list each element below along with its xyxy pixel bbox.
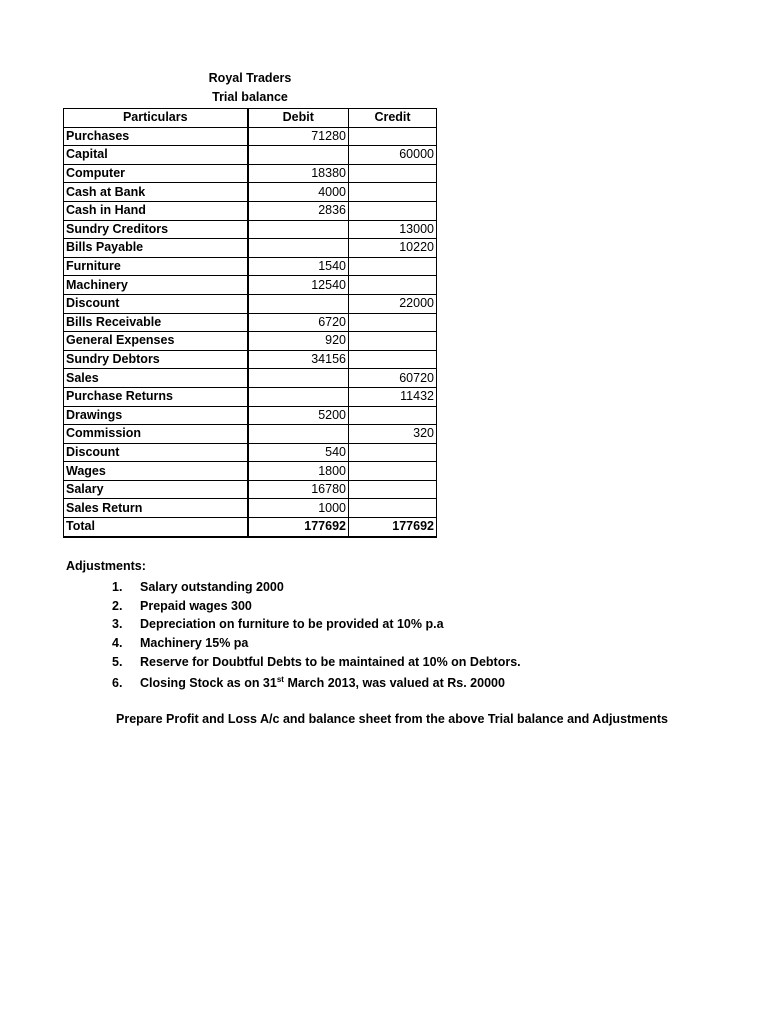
cell-particular: Bills Payable: [64, 239, 248, 258]
table-row: [64, 387, 437, 406]
table-row: [64, 332, 437, 351]
table-row: [64, 462, 437, 481]
table-row: [64, 313, 437, 332]
adjustment-number: 5.: [112, 654, 123, 669]
cell-debit: 920: [248, 332, 349, 351]
cell-credit: [349, 350, 437, 369]
cell-particular: Sales Return: [64, 499, 248, 518]
task-instruction: Prepare Profit and Loss A/c and balance sheet from the above Trial balance and Adjustments: [116, 712, 669, 726]
adjustment-text-before: Closing Stock as on 31: [140, 676, 277, 691]
cell-particular: Machinery: [64, 276, 248, 295]
cell-debit: 4000: [248, 183, 349, 202]
cell-credit: [349, 480, 437, 499]
cell-credit: 60720: [349, 369, 437, 388]
document-subtitle: Trial balance: [212, 90, 288, 104]
company-title: Royal Traders: [208, 71, 292, 85]
cell-credit: 320: [349, 425, 437, 444]
adjustment-item: [112, 615, 521, 634]
cell-credit: [349, 332, 437, 351]
cell-particular: Sales: [64, 369, 248, 388]
cell-debit: [248, 239, 349, 258]
cell-particular: Bills Receivable: [64, 313, 248, 332]
cell-credit: [349, 257, 437, 276]
column-header-credit: Credit: [349, 109, 437, 128]
cell-particular: Drawings: [64, 406, 248, 425]
cell-particular: Computer: [64, 164, 248, 183]
cell-particular: Commission: [64, 425, 248, 444]
table-row: [64, 369, 437, 388]
adjustment-superscript: st: [276, 675, 284, 685]
cell-debit: 5200: [248, 406, 349, 425]
table-header-row: [64, 109, 437, 128]
table-row: [64, 146, 437, 165]
adjustment-number: 3.: [112, 617, 123, 632]
adjustment-text: Prepaid wages 300: [140, 598, 252, 613]
cell-credit: 10220: [349, 239, 437, 258]
adjustment-number: 1.: [112, 580, 123, 594]
table-total-row: [64, 518, 437, 537]
adjustment-item: [112, 578, 521, 597]
cell-debit: 18380: [248, 164, 349, 183]
adjustment-number: 2.: [112, 598, 123, 613]
adjustment-text: Depreciation on furniture to be provided at 10% p.a: [140, 617, 444, 632]
table-row: [64, 220, 437, 239]
cell-particular: Purchase Returns: [64, 387, 248, 406]
adjustment-item: [112, 653, 521, 672]
cell-debit: 16780: [248, 480, 349, 499]
cell-credit: 60000: [349, 146, 437, 165]
cell-debit: 71280: [248, 127, 349, 146]
table-row: [64, 239, 437, 258]
adjustment-number: 6.: [112, 676, 123, 691]
table-row: [64, 443, 437, 462]
table-row: [64, 406, 437, 425]
table-row: [64, 480, 437, 499]
cell-credit: [349, 164, 437, 183]
adjustment-item: [112, 674, 521, 693]
cell-particular: Discount: [64, 294, 248, 313]
cell-particular: Sundry Creditors: [64, 220, 248, 239]
cell-particular: Purchases: [64, 127, 248, 146]
cell-particular: Cash at Bank: [64, 183, 248, 202]
cell-credit: [349, 499, 437, 518]
adjustment-text: Machinery 15% pa: [140, 636, 249, 651]
cell-debit: 12540: [248, 276, 349, 295]
cell-credit: [349, 201, 437, 220]
column-header-particulars: Particulars: [64, 109, 248, 128]
table-row: [64, 294, 437, 313]
cell-debit: 6720: [248, 313, 349, 332]
cell-debit: [248, 425, 349, 444]
table-row: [64, 425, 437, 444]
adjustment-item: [112, 597, 521, 616]
cell-credit: [349, 183, 437, 202]
cell-credit: [349, 462, 437, 481]
table-row: [64, 350, 437, 369]
adjustments-list: [112, 578, 521, 693]
cell-debit: [248, 294, 349, 313]
table-body: [64, 127, 437, 537]
cell-particular: Cash in Hand: [64, 201, 248, 220]
adjustment-text-after: March 2013, was valued at Rs. 20000: [283, 676, 505, 691]
table-row: [64, 183, 437, 202]
cell-debit: 2836: [248, 201, 349, 220]
cell-particular: General Expenses: [64, 332, 248, 351]
cell-debit: 1540: [248, 257, 349, 276]
table-row: [64, 127, 437, 146]
table-row: [64, 257, 437, 276]
cell-credit: [349, 406, 437, 425]
trial-balance-table: [63, 108, 437, 538]
cell-credit: 11432: [349, 387, 437, 406]
table-row: [64, 499, 437, 518]
cell-particular: Capital: [64, 146, 248, 165]
adjustment-text: Salary outstanding 2000: [140, 580, 284, 594]
table-row: [64, 276, 437, 295]
cell-particular: Furniture: [64, 257, 248, 276]
adjustment-number: 4.: [112, 636, 123, 651]
cell-credit: 13000: [349, 220, 437, 239]
adjustments-heading: Adjustments:: [66, 559, 146, 573]
cell-debit: [248, 369, 349, 388]
cell-debit: 540: [248, 443, 349, 462]
table-row: [64, 164, 437, 183]
cell-credit: 22000: [349, 294, 437, 313]
cell-credit: [349, 313, 437, 332]
cell-credit: [349, 443, 437, 462]
cell-debit: [248, 220, 349, 239]
adjustment-item: [112, 634, 521, 653]
cell-particular: Salary: [64, 480, 248, 499]
cell-particular: Wages: [64, 462, 248, 481]
cell-debit: [248, 146, 349, 165]
table-row: [64, 201, 437, 220]
cell-debit: 34156: [248, 350, 349, 369]
cell-debit: 1800: [248, 462, 349, 481]
cell-debit: 1000: [248, 499, 349, 518]
cell-debit: [248, 387, 349, 406]
adjustment-text: Reserve for Doubtful Debts to be maintained at 10% on Debtors.: [140, 654, 521, 669]
total-credit: 177692: [349, 518, 437, 537]
cell-credit: [349, 127, 437, 146]
total-debit: 177692: [248, 518, 349, 537]
cell-particular: Discount: [64, 443, 248, 462]
cell-credit: [349, 276, 437, 295]
total-label: Total: [64, 518, 248, 537]
column-header-debit: Debit: [248, 109, 349, 128]
cell-particular: Sundry Debtors: [64, 350, 248, 369]
